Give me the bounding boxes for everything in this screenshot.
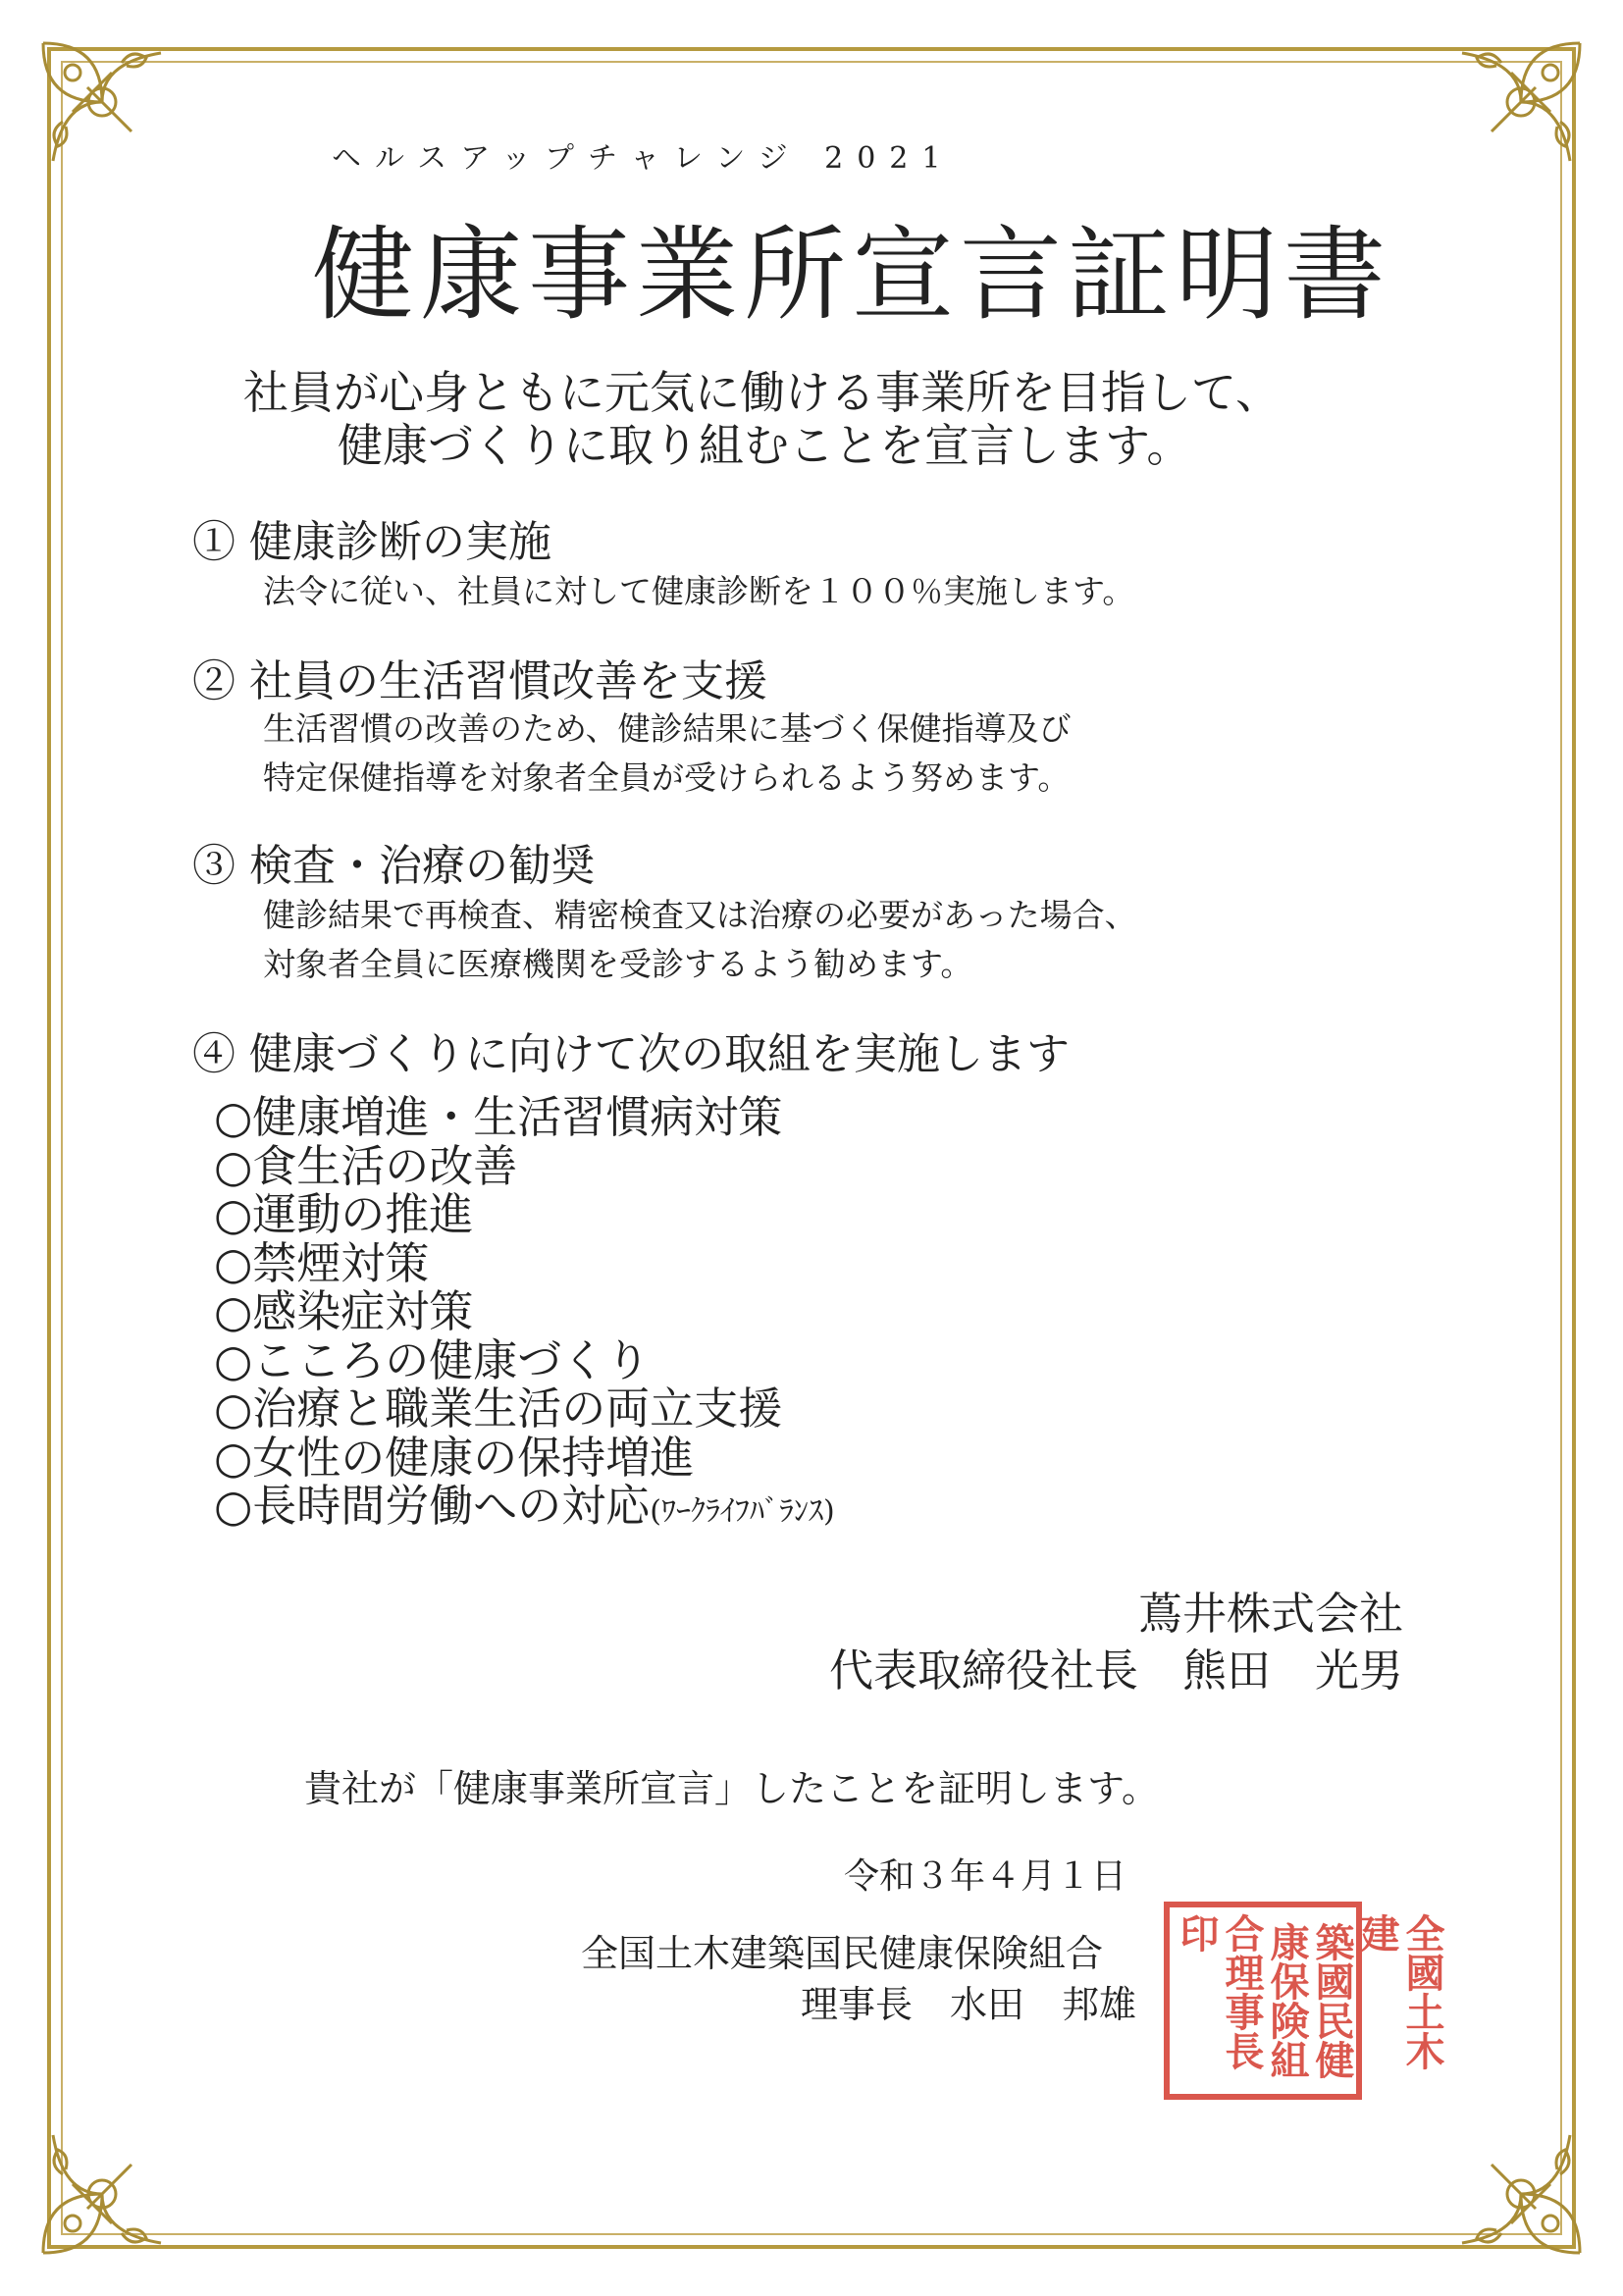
section-2-body-line: 特定保健指導を対象者全員が受けられるよう努めます。 xyxy=(263,758,1071,797)
list-item: ○禁煙対策 xyxy=(214,1236,430,1289)
list-item: ○健康増進・生活習慣病対策 xyxy=(214,1091,783,1143)
company-representative: 代表取締役社長 熊田 光男 xyxy=(828,1644,1403,1696)
initiatives-list xyxy=(214,1093,835,1537)
list-item xyxy=(214,1482,835,1537)
company-name: 蔦井株式会社 xyxy=(1137,1588,1403,1640)
section-2-heading: ② 社員の生活習慣改善を支援 xyxy=(192,656,767,706)
section-3-body xyxy=(263,891,1137,989)
issue-date: 令和３年４月１日 xyxy=(844,1856,1127,1897)
section-1-body-line: 法令に従い、社員に対して健康診断を１００％実施します。 xyxy=(263,572,1135,610)
issuer-chair: 理事長 水田 邦雄 xyxy=(801,1983,1137,2026)
list-item: ○感染症対策 xyxy=(214,1285,474,1337)
list-item-note: (ﾜｰｸﾗｲﾌﾊﾞﾗﾝｽ) xyxy=(650,1494,835,1529)
section-1-heading: ① 健康診断の実施 xyxy=(192,517,551,567)
list-item-label: ○長時間労働への対応 xyxy=(214,1480,651,1532)
list-item: ○運動の推進 xyxy=(214,1188,474,1240)
list-item: ○女性の健康の保持増進 xyxy=(214,1431,695,1484)
certificate-subtitle: ヘルスアップチャレンジ 2021 xyxy=(332,141,955,176)
lead-line-1: 社員が心身ともに元気に働ける事業所を目指して、 xyxy=(243,366,1282,419)
list-item: ○治療と職業生活の両立支援 xyxy=(214,1383,783,1435)
seal-column: 康保険組 xyxy=(1264,1922,1310,2079)
section-3-body-line: 対象者全員に医療機関を受診するよう勧めます。 xyxy=(263,945,973,983)
section-4-heading: ④ 健康づくりに向けて次の取組を実施します xyxy=(192,1029,1070,1079)
seal-column: 合理事長印 xyxy=(1174,1913,1265,2070)
seal-column: 全國土木建 xyxy=(1354,1913,1445,2070)
section-3-body-line: 健診結果で再検査、精密検査又は治療の必要があった場合、 xyxy=(263,896,1137,934)
corner-ornament-bottom-right xyxy=(1452,2125,1590,2263)
certification-statement: 貴社が「健康事業所宣言」したことを証明します。 xyxy=(304,1767,1159,1810)
list-item: ○こころの健康づくり xyxy=(214,1333,651,1386)
corner-ornament-top-right xyxy=(1452,33,1590,171)
issuer-association: 全国土木建築国民健康保険組合 xyxy=(581,1932,1104,1975)
section-3-heading: ③ 検査・治療の勧奨 xyxy=(192,841,595,891)
section-2-body-line: 生活習慣の改善のため、健診結果に基づく保健指導及び xyxy=(263,709,1072,748)
list-item: ○食生活の改善 xyxy=(214,1139,518,1192)
lead-line-2: 健康づくりに取り組むことを宣言します。 xyxy=(338,419,1192,472)
section-2-body xyxy=(263,704,1072,803)
corner-ornament-bottom-left xyxy=(33,2125,171,2263)
corner-ornament-top-left xyxy=(33,33,171,171)
section-1-body xyxy=(263,567,1134,616)
official-seal-stamp xyxy=(1164,1902,1445,2100)
seal-column: 築國民健 xyxy=(1309,1922,1355,2079)
certificate-title: 健康事業所宣言証明書 xyxy=(312,215,1392,335)
